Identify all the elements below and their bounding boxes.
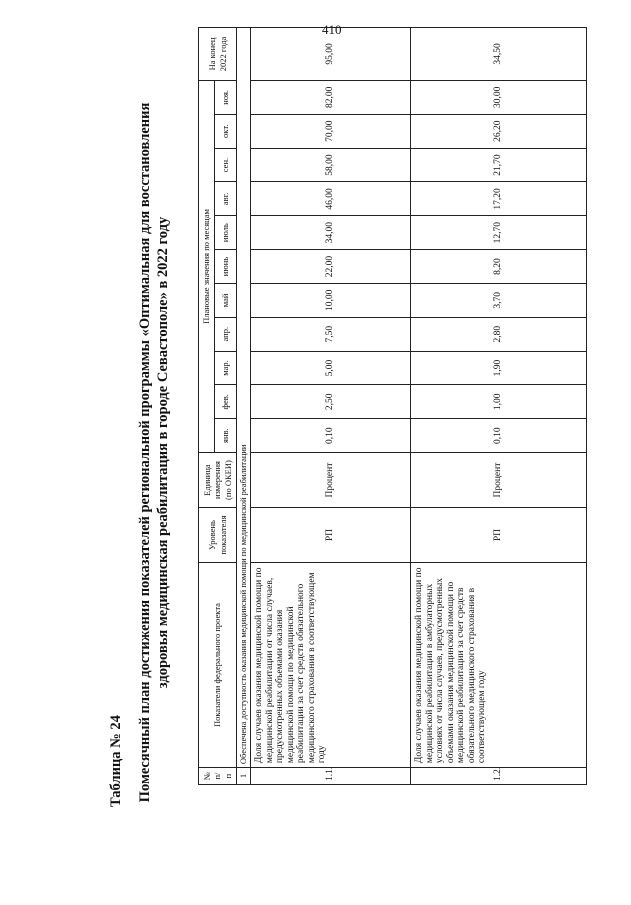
row-num: 1.1. bbox=[251, 768, 411, 785]
header-month: авг. bbox=[215, 182, 237, 216]
row-level: РП bbox=[411, 508, 587, 563]
row-value: 0,10 bbox=[411, 419, 587, 453]
header-unit: Единица измерения (по ОКЕИ) bbox=[199, 453, 237, 508]
header-month: сен. bbox=[215, 148, 237, 182]
header-month: фев. bbox=[215, 385, 237, 419]
row-value: 8,20 bbox=[411, 250, 587, 284]
row-value: 12,70 bbox=[411, 216, 587, 250]
row-end-value: 95,00 bbox=[251, 28, 411, 81]
row-value: 1,00 bbox=[411, 385, 587, 419]
row-unit: Процент bbox=[251, 453, 411, 508]
table-row bbox=[251, 28, 411, 785]
table-row bbox=[411, 28, 587, 785]
row-num: 1.2. bbox=[411, 768, 587, 785]
header-month: май bbox=[215, 283, 237, 317]
row-indicator: Доля случаев оказания медицинской помощи по медицинской реабилитации в амбулаторных условиях от числа случаев, предусмотренных объемами оказания медицинской помощи по медицинской реабилитации за счет средств обязательного медицинского страхования в соответствующем году bbox=[411, 563, 587, 768]
header-month: апр. bbox=[215, 317, 237, 351]
row-value: 0,10 bbox=[251, 419, 411, 453]
row-value: 1,90 bbox=[411, 351, 587, 385]
row-value: 10,00 bbox=[251, 283, 411, 317]
section-num: 1 bbox=[237, 768, 251, 785]
row-value: 82,00 bbox=[251, 80, 411, 114]
row-indicator: Доля случаев оказания медицинской помощи по медицинской реабилитации от числа случаев, предусмотренных объемами оказания медицинской помощи по медицинской реабилитации за счет средств обязательного медицинского страхования в соответствующем году bbox=[251, 563, 411, 768]
header-month: янв. bbox=[215, 419, 237, 453]
row-unit: Процент bbox=[411, 453, 587, 508]
row-value: 21,70 bbox=[411, 148, 587, 182]
section-title: Обеспечена доступность оказания медицинской помощи по медицинской реабилитации bbox=[237, 28, 251, 768]
row-value: 7,50 bbox=[251, 317, 411, 351]
row-value: 26,20 bbox=[411, 114, 587, 148]
table-title bbox=[136, 0, 172, 905]
row-value: 2,80 bbox=[411, 317, 587, 351]
row-value: 3,70 bbox=[411, 283, 587, 317]
row-level: РП bbox=[251, 508, 411, 563]
row-value: 34,00 bbox=[251, 216, 411, 250]
row-end-value: 34,50 bbox=[411, 28, 587, 81]
header-indicator: Показатели федерального проекта bbox=[199, 563, 237, 768]
header-month: мар. bbox=[215, 351, 237, 385]
title-line-1: Помесячный план достижения показателей региональной программы «Оптимальная для восстановления bbox=[137, 102, 153, 803]
row-value: 46,00 bbox=[251, 182, 411, 216]
header-month: июль bbox=[215, 216, 237, 250]
row-value: 22,00 bbox=[251, 250, 411, 284]
row-value: 2,50 bbox=[251, 385, 411, 419]
header-month: ноя. bbox=[215, 80, 237, 114]
header-end: На конец 2022 года bbox=[199, 28, 237, 81]
row-value: 70,00 bbox=[251, 114, 411, 148]
header-month: окт. bbox=[215, 114, 237, 148]
row-value: 58,00 bbox=[251, 148, 411, 182]
header-num: № п/п bbox=[199, 768, 237, 785]
title-line-2: здоровья медицинская реабилитация в городе Севастополе» в 2022 году bbox=[155, 216, 171, 689]
page-number: 410 bbox=[322, 22, 342, 37]
header-plan: Плановые значения по месяцам bbox=[199, 80, 215, 452]
indicators-table bbox=[198, 27, 587, 785]
header-level: Уровень показателя bbox=[199, 508, 237, 563]
row-value: 5,00 bbox=[251, 351, 411, 385]
row-value: 30,00 bbox=[411, 80, 587, 114]
header-month: июнь bbox=[215, 250, 237, 284]
table-caption: Таблица № 24 bbox=[108, 715, 124, 807]
row-value: 17,20 bbox=[411, 182, 587, 216]
